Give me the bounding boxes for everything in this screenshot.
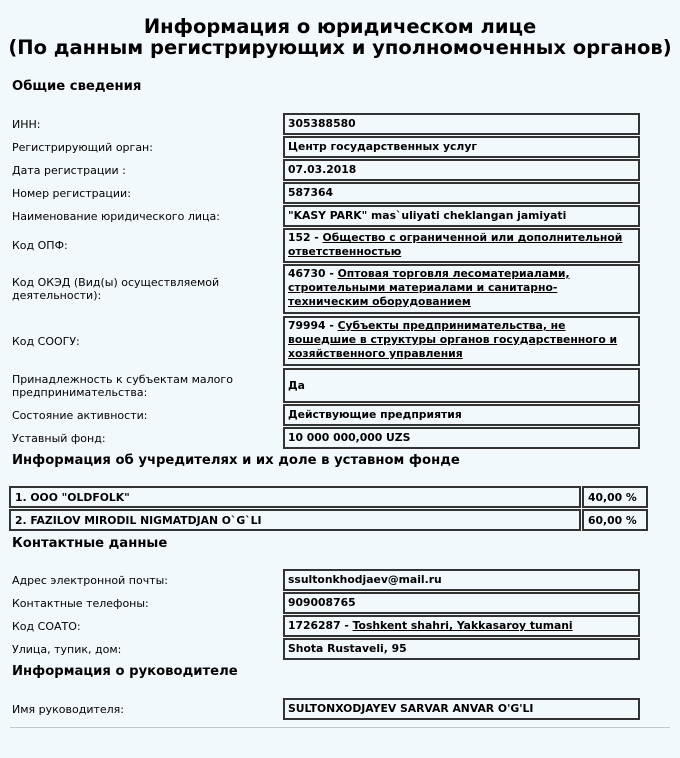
reg-number-value: 587364 xyxy=(283,182,640,204)
head-name-label: Имя руководителя: xyxy=(12,702,125,716)
opf-label: Код ОПФ: xyxy=(12,239,68,252)
inn-value: 305388580 xyxy=(283,113,640,135)
founders-heading: Информация об учредителях и их доле в уставном фонде xyxy=(12,453,460,468)
oked-value: 46730 - Оптовая торговля лесоматериалами, строительными материалами и санитарно-техническим оборудованием xyxy=(283,264,640,314)
founder-2-share: 60,00 % xyxy=(582,509,648,531)
reg-body-label: Регистрирующий орган: xyxy=(12,140,153,154)
activity-label: Состояние активности: xyxy=(12,408,148,422)
reg-date-label: Дата регистрации : xyxy=(12,163,126,177)
name-value: "KASY PARK" mas`uliyati cheklangan jamiyati xyxy=(283,205,640,227)
phone-value: 909008765 xyxy=(283,592,640,614)
opf-link[interactable]: Общество с ограниченной или дополнительной ответственностью xyxy=(288,231,623,258)
name-label: Наименование юридического лица: xyxy=(12,209,220,223)
founder-2-name: 2. FAZILOV MIRODIL NIGMATDJAN O`G`LI xyxy=(9,509,581,531)
soogu-value: 79994 - Субъекты предпринимательства, не вошедшие в структуры органов государственного и хозяйственного управления xyxy=(283,316,640,366)
opf-value: 152 - Общество с ограниченной или дополнительной ответственностью xyxy=(283,228,640,263)
oked-code: 46730 xyxy=(288,267,326,280)
bottom-divider xyxy=(10,727,670,728)
reg-date-value: 07.03.2018 xyxy=(283,159,640,181)
soato-link[interactable]: Toshkent shahri, Yakkasaroy tumani xyxy=(352,619,573,633)
soogu-label: Код СООГУ: xyxy=(12,334,80,348)
general-heading: Общие сведения xyxy=(12,79,142,94)
soato-code: 1726287 xyxy=(288,619,341,633)
founder-1-name: 1. ООО "OLDFOLK" xyxy=(9,486,581,508)
oked-label: Код ОКЭД (Вид(ы) осуществляемой деятельности): xyxy=(12,276,220,302)
page-title-line2: (По данным регистрирующих и уполномоченных органов) xyxy=(8,36,672,59)
small-biz-value: Да xyxy=(283,368,640,403)
inn-label: ИНН: xyxy=(12,117,41,131)
page-title xyxy=(0,16,680,58)
opf-code: 152 xyxy=(288,231,311,244)
email-label: Адрес электронной почты: xyxy=(12,573,169,587)
head-name-value: SULTONXODJAYEV SARVAR ANVAR O'G'LI xyxy=(283,698,640,720)
soato-label: Код СОАТО: xyxy=(12,619,81,633)
founder-1-share: 40,00 % xyxy=(582,486,648,508)
activity-value: Действующие предприятия xyxy=(283,404,640,426)
street-label: Улица, тупик, дом: xyxy=(12,642,122,656)
reg-number-label: Номер регистрации: xyxy=(12,186,131,200)
head-heading: Информация о руководителе xyxy=(12,664,238,679)
soogu-code: 79994 xyxy=(288,319,326,332)
street-value: Shota Rustaveli, 95 xyxy=(283,638,640,660)
email-value: ssultonkhodjaev@mail.ru xyxy=(283,569,640,591)
soogu-link[interactable]: Субъекты предпринимательства, не вошедшие в структуры органов государственного и хозяйственного управления xyxy=(288,319,618,360)
reg-body-value: Центр государственных услуг xyxy=(283,136,640,158)
capital-value: 10 000 000,000 UZS xyxy=(283,427,640,449)
oked-link[interactable]: Оптовая торговля лесоматериалами, строительными материалами и санитарно-техническим оборудованием xyxy=(288,267,570,308)
capital-label: Уставный фонд: xyxy=(12,431,106,445)
small-biz-label: Принадлежность к субъектам малого предпринимательства: xyxy=(12,372,233,399)
phone-label: Контактные телефоны: xyxy=(12,596,149,610)
contacts-heading: Контактные данные xyxy=(12,536,168,551)
soato-value: 1726287 - Toshkent shahri, Yakkasaroy tumani xyxy=(283,615,640,637)
page-title-line1: Информация о юридическом лице xyxy=(143,15,537,38)
